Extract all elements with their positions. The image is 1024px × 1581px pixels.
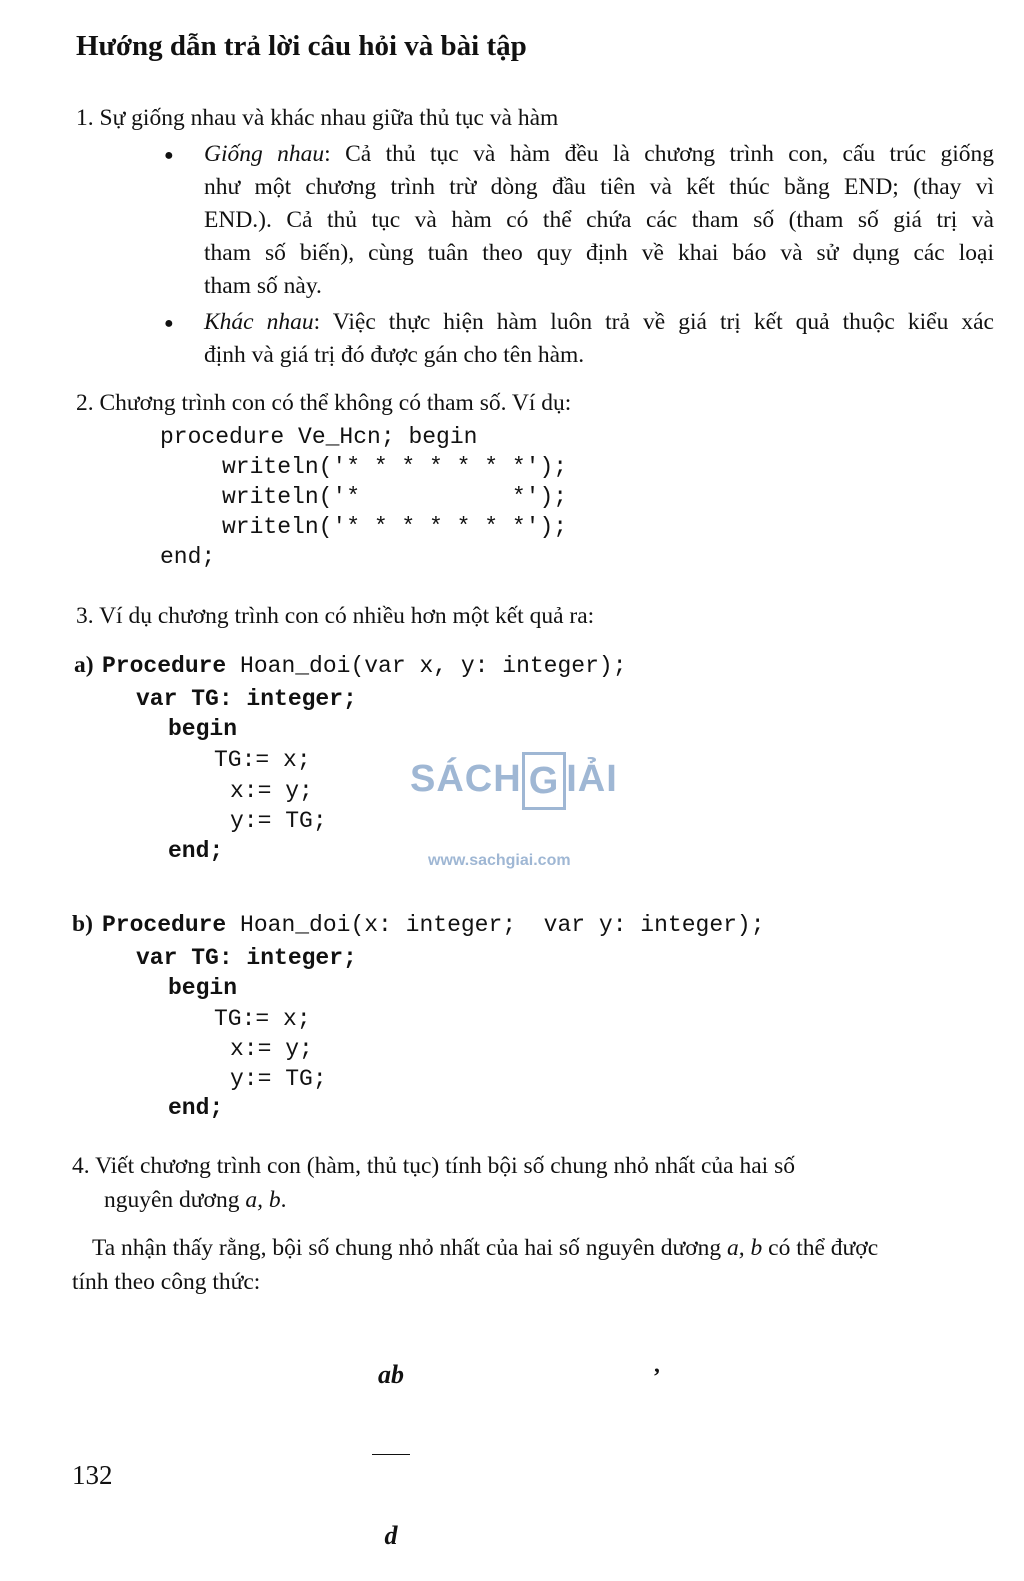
- q1-bullet1-line1: [204, 139, 994, 169]
- page-number: 132: [72, 1460, 113, 1490]
- q3b-signature: [102, 910, 765, 940]
- q2-code-line: writeln('* *');: [222, 484, 568, 510]
- q3a-code-line: begin: [168, 716, 238, 742]
- q1-bullet1-line4: tham số biến), cùng tuân theo quy định về khai báo và sử dụng các loại: [204, 240, 994, 266]
- q3a-signature: [102, 651, 627, 681]
- q3b-label: b): [72, 911, 93, 937]
- q3b-keyword: Procedure: [102, 912, 227, 938]
- q3a-sig-text: Hoan_doi(var x, y: integer);: [226, 653, 627, 679]
- q3a-keyword: Procedure: [102, 653, 227, 679]
- q2-code-line: writeln('* * * * * * *');: [222, 454, 568, 480]
- bullet-icon: ●: [164, 147, 174, 164]
- watermark: [410, 716, 620, 888]
- q4-heading-line1: 4. Viết chương trình con (hàm, thủ tục) tính bội số chung nhỏ nhất của hai số: [72, 1153, 795, 1179]
- q3a-code-line: var TG: integer;: [136, 686, 357, 712]
- formula-trailing-mark: ,: [654, 1352, 660, 1378]
- q1-bullet2-line1: [204, 307, 994, 337]
- q4-paragraph-line2: tính theo công thức:: [72, 1269, 261, 1295]
- q3b-code-line: var TG: integer;: [136, 945, 357, 971]
- q4-heading-line2: nguyên dương a, b.: [104, 1187, 287, 1213]
- q3b-code-line: x:= y;: [230, 1036, 313, 1062]
- q1-bullet2-term: Khác nhau: [204, 309, 314, 335]
- fraction-bar: [372, 1454, 410, 1455]
- q3a-code-line: x:= y;: [230, 778, 313, 804]
- lcm-formula: [372, 1300, 410, 1581]
- q3a-label: a): [74, 652, 94, 678]
- q2-code-line: procedure Ve_Hcn; begin: [160, 424, 478, 450]
- q3b-code-line: begin: [168, 975, 238, 1001]
- q3a-code-line: TG:= x;: [214, 747, 311, 773]
- watermark-url: www.sachgiai.com: [428, 852, 571, 869]
- q1-bullet1-text: : Cả thủ tục và hàm đều là chương trình con, cấu trúc giống: [324, 141, 994, 167]
- q3b-code-line: y:= TG;: [230, 1066, 327, 1092]
- q3a-code-line: y:= TG;: [230, 808, 327, 834]
- q4-paragraph-line1: Ta nhận thấy rằng, bội số chung nhỏ nhất của hai số nguyên dương a, b có thể được: [92, 1235, 879, 1261]
- q2-code-line: writeln('* * * * * * *');: [222, 514, 568, 540]
- q3-heading: 3. Ví dụ chương trình con có nhiều hơn một kết quả ra:: [76, 603, 595, 629]
- bullet-icon: ●: [164, 315, 174, 332]
- q3a-code-line: end;: [168, 838, 224, 864]
- q1-bullet1-line3: END.). Cả thủ tục và hàm có thể chứa các tham số (tham số giá trị và: [204, 207, 994, 233]
- watermark-logo: SÁCH G IẢI: [410, 752, 620, 810]
- q3b-code-line: end;: [168, 1095, 224, 1121]
- q2-code-line: end;: [160, 544, 216, 570]
- q3b-code-line: TG:= x;: [214, 1006, 311, 1032]
- q1-bullet1-line5: tham số này.: [204, 273, 322, 299]
- formula-numerator: ab: [378, 1360, 404, 1389]
- q1-bullet1-line2: như một chương trình trừ dòng đầu tiên và kết thúc bằng END; (thay vì: [204, 174, 994, 200]
- q1-bullet2-line2: định và giá trị đó được gán cho tên hàm.: [204, 342, 585, 368]
- formula-denominator: d: [384, 1521, 398, 1550]
- page-title: Hướng dẫn trả lời câu hỏi và bài tập: [76, 30, 527, 62]
- q1-bullet1-term: Giống nhau: [204, 141, 325, 167]
- q2-heading: 2. Chương trình con có thể không có tham số. Ví dụ:: [76, 390, 572, 416]
- q1-bullet2-text: : Việc thực hiện hàm luôn trả về giá trị kết quả thuộc kiểu xác: [313, 309, 994, 335]
- q3b-sig-text: Hoan_doi(x: integer; var y: integer);: [226, 912, 765, 938]
- q1-heading: 1. Sự giống nhau và khác nhau giữa thủ tục và hàm: [76, 105, 559, 131]
